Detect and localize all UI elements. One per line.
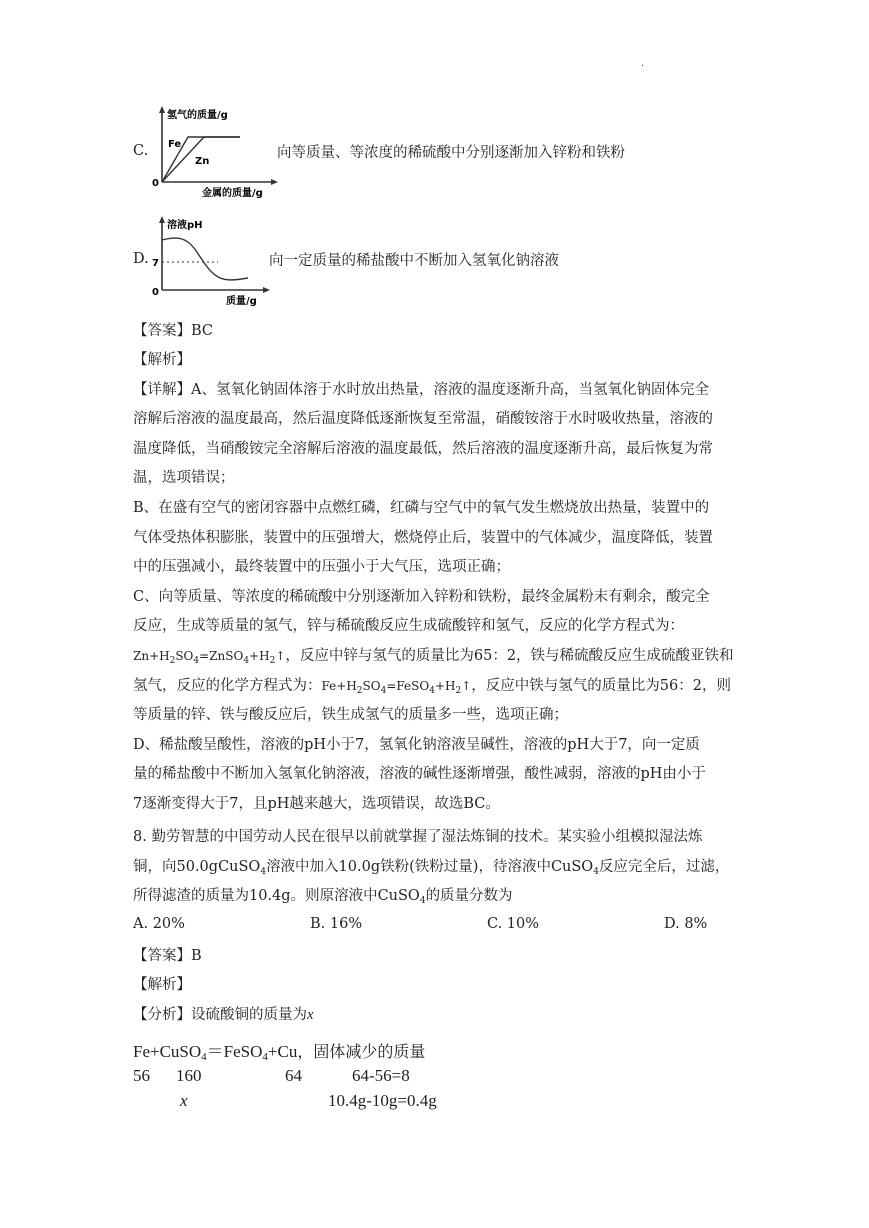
q8-row-56: 56 (133, 1066, 150, 1085)
q8-stem-line1: 8. 勤劳智慧的中国劳动人民在很早以前就掌握了湿法炼铜的技术。某实验小组模拟湿法炼 (133, 829, 703, 845)
option-d-ylabel: 溶液pH (167, 220, 203, 231)
q7-detail-d-line2: 量的稀盐酸中不断加入氢氧化钠溶液，溶液的碱性逐渐增强，酸性减弱，溶液的pH由小于 (133, 766, 706, 782)
q8-choice-c: C. 10% (487, 916, 540, 932)
header-dot: . (641, 58, 645, 69)
option-c-ylabel: 氢气的质量/g (167, 110, 228, 121)
q7-detail-c-line3: $Zn+H_2SO_4=ZnSO_4+H_2↑$，反应中锌与氢气的质量比为65：2，铁与稀硫酸反应生成硫酸亚铁和 (133, 648, 734, 666)
q7-detail-d-line1: D、稀盐酸呈酸性，溶液的pH小于7，氢氧化钠溶液呈碱性，溶液的pH大于7，向一定质 (133, 737, 700, 753)
q8-row-diff: 64-56=8 (352, 1066, 410, 1085)
q7-detail-b-line1: B、在盛有空气的密闭容器中点燃红磷，红磷与空气中的氧气发生燃烧放出热量，装置中的 (133, 500, 710, 516)
option-c-graph (148, 104, 280, 200)
q8-choice-d: D. 8% (664, 916, 708, 932)
zinc-equation: $Zn+H_2SO_4=ZnSO_4+H_2↑$ (133, 649, 286, 666)
q8-reaction-equation: Fe+CuSO$_4$＝FeSO$_4$+Cu，固体减少的质量 (133, 1042, 426, 1063)
q8-choice-b: B. 16% (310, 916, 363, 932)
iron-equation: $Fe+H_2SO_4=FeSO_4+H_2↑$ (321, 679, 472, 696)
option-d-graph (148, 212, 273, 308)
q8-stem-line2: 铜，向50.0gCuSO$_4$溶液中加入10.0g铁粉(铁粉过量)，待溶液中CuSO$_4$反应完全后，过滤， (133, 859, 730, 877)
q7-detail-b-line3: 中的压强减小，最终装置中的压强小于大气压，选项正确； (133, 559, 510, 575)
q8-row-160: 160 (176, 1066, 202, 1085)
q7-detail-a-line2: 溶解后溶液的温度最高，然后温度降低逐渐恢复至常温，硝酸铵溶于水时吸收热量，溶液的 (133, 411, 713, 427)
q7-detail-c-line5: 等质量的锌、铁与酸反应后，铁生成氢气的质量多一些，选项正确； (133, 707, 568, 723)
q7-detail-d-line3: 7逐渐变得大于7，且pH越来越大，选项错误，故选BC。 (133, 796, 500, 812)
q8-row-64: 64 (285, 1066, 302, 1085)
option-c-origin: 0 (152, 178, 159, 189)
series-label-fe: Fe (168, 139, 182, 150)
option-d-tick-7: 7 (152, 258, 159, 269)
q7-detail-a-line4: 温，选项错误； (133, 470, 235, 486)
q7-answer: 【答案】BC (133, 323, 214, 339)
option-c-letter: C. (133, 143, 149, 159)
q8-row-mass-change: 10.4g-10g=0.4g (328, 1091, 437, 1110)
option-d-origin: 0 (152, 287, 159, 298)
q7-detail-c-line4: 氢气，反应的化学方程式为：$Fe+H_2SO_4=FeSO_4+H_2↑$，反应中铁与氢气的质量比为56：2，则 (133, 678, 731, 696)
q7-detail-c-line2: 反应，生成等质量的氢气，锌与稀硫酸反应生成硫酸锌和氢气，反应的化学方程式为： (133, 618, 684, 634)
q7-detail-a-line1: 【详解】A、氢氧化钠固体溶于水时放出热量，溶液的温度逐渐升高，当氢氧化钠固体完全 (133, 382, 709, 398)
option-d-letter: D. (133, 251, 149, 267)
q7-detail-c-line1: C、向等质量、等浓度的稀硫酸中分别逐渐加入锌粉和铁粉，最终金属粉末有剩余，酸完全 (133, 589, 710, 605)
q7-detail-b-line2: 气体受热体积膨胀，装置中的压强增大，燃烧停止后，装置中的气体减少，温度降低，装置 (133, 530, 713, 546)
option-c-text: 向等质量、等浓度的稀硫酸中分别逐渐加入锌粉和铁粉 (277, 145, 625, 161)
q8-row-x: x (180, 1091, 188, 1110)
q8-answer: 【答案】B (133, 948, 202, 964)
q8-choice-a: A. 20% (133, 916, 185, 932)
q8-analysis-heading: 【解析】 (133, 977, 191, 993)
series-label-zn: Zn (195, 156, 210, 167)
q7-analysis-heading: 【解析】 (133, 352, 191, 368)
option-d-text: 向一定质量的稀盐酸中不断加入氢氧化钠溶液 (269, 253, 559, 269)
q8-fenxi: 【分析】设硫酸铜的质量为x (133, 1007, 314, 1023)
option-d-xlabel: 质量/g (226, 296, 257, 307)
q8-stem-line3: 所得滤渣的质量为10.4g。则原溶液中CuSO$_4$的质量分数为 (133, 888, 513, 906)
option-c-xlabel: 金属的质量/g (202, 188, 263, 199)
q7-detail-a-line3: 温度降低，当硝酸铵完全溶解后溶液的温度最低，然后溶液的温度逐渐升高，最后恢复为常 (133, 441, 713, 457)
